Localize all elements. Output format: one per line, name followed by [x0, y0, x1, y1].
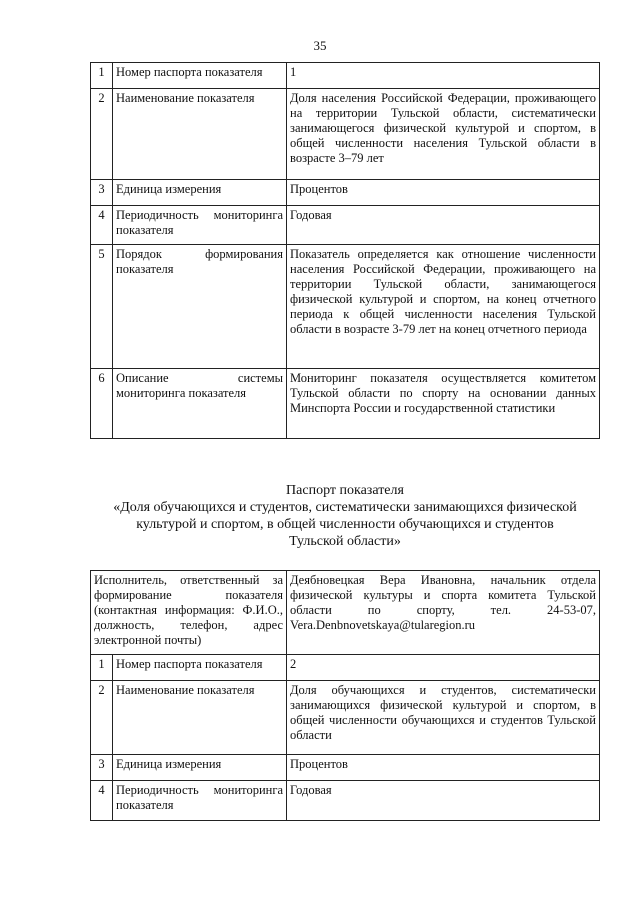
row-number: 2	[91, 89, 113, 180]
row-value: Годовая	[287, 781, 600, 821]
executor-label: Исполнитель, ответственный за формирование показателя (контактная информация: Ф.И.О., должность, телефон, адрес электронной почты)	[91, 571, 287, 655]
indicator-table-2	[90, 570, 600, 821]
table-row	[91, 655, 600, 681]
table-row	[91, 245, 600, 369]
row-label: Номер паспорта показателя	[113, 63, 287, 89]
passport-name-line: «Доля обучающихся и студентов, систематически занимающихся физической	[113, 500, 577, 515]
row-label: Номер паспорта показателя	[113, 655, 287, 681]
row-number: 4	[91, 206, 113, 245]
row-number: 4	[91, 781, 113, 821]
row-number: 1	[91, 655, 113, 681]
table-row	[91, 63, 600, 89]
passport-name-line: Тульской области»	[289, 534, 401, 549]
row-label: Порядок формирования показателя	[113, 245, 287, 369]
row-label: Наименование показателя	[113, 681, 287, 755]
table-row	[91, 89, 600, 180]
row-label: Единица измерения	[113, 755, 287, 781]
row-value: Мониторинг показателя осуществляется комитетом Тульской области по спорту на основании данных Минспорта России и государственной статистики	[287, 369, 600, 439]
indicator-table-1	[90, 62, 600, 439]
table-row	[91, 369, 600, 439]
row-value: Показатель определяется как отношение численности населения Российской Федерации, проживающего на территории Тульской области, занимающегося физической культурой и спортом, на конец отчетного периода к общей численности населения Тульской области в возрасте 3-79 лет на конец отчетного периода	[287, 245, 600, 369]
table-row	[91, 180, 600, 206]
passport-heading: Паспорт показателя	[286, 483, 404, 498]
passport-name-line: культурой и спортом, в общей численности обучающихся и студентов	[136, 517, 554, 532]
row-label: Единица измерения	[113, 180, 287, 206]
row-value: 1	[287, 63, 600, 89]
row-value: Процентов	[287, 755, 600, 781]
row-value: Доля обучающихся и студентов, систематически занимающихся физической культурой и спортом, в общей численности обучающихся и студентов Тульской области	[287, 681, 600, 755]
row-number: 2	[91, 681, 113, 755]
row-number: 1	[91, 63, 113, 89]
row-number: 3	[91, 180, 113, 206]
row-value: 2	[287, 655, 600, 681]
row-value: Процентов	[287, 180, 600, 206]
row-value: Годовая	[287, 206, 600, 245]
row-value: Доля населения Российской Федерации, проживающего на территории Тульской области, систематически занимающегося физической культурой и спортом, в общей численности населения Тульской области в возрасте 3–79 лет	[287, 89, 600, 180]
row-label: Периодичность мониторинга показателя	[113, 206, 287, 245]
table-row	[91, 755, 600, 781]
row-number: 3	[91, 755, 113, 781]
executor-value: Деябновецкая Вера Ивановна, начальник отдела физической культуры и спорта комитета Тульской области по спорту, тел. 24-53-07, Vera.Denbnovetskaya@tularegion.ru	[287, 571, 600, 655]
table-row	[91, 206, 600, 245]
row-label: Периодичность мониторинга показателя	[113, 781, 287, 821]
row-label: Наименование показателя	[113, 89, 287, 180]
row-number: 5	[91, 245, 113, 369]
passport-title	[80, 482, 610, 550]
table-row	[91, 781, 600, 821]
row-label: Описание системы мониторинга показателя	[113, 369, 287, 439]
page-number: 35	[313, 38, 327, 53]
row-number: 6	[91, 369, 113, 439]
table-row	[91, 681, 600, 755]
executor-row	[91, 571, 600, 655]
